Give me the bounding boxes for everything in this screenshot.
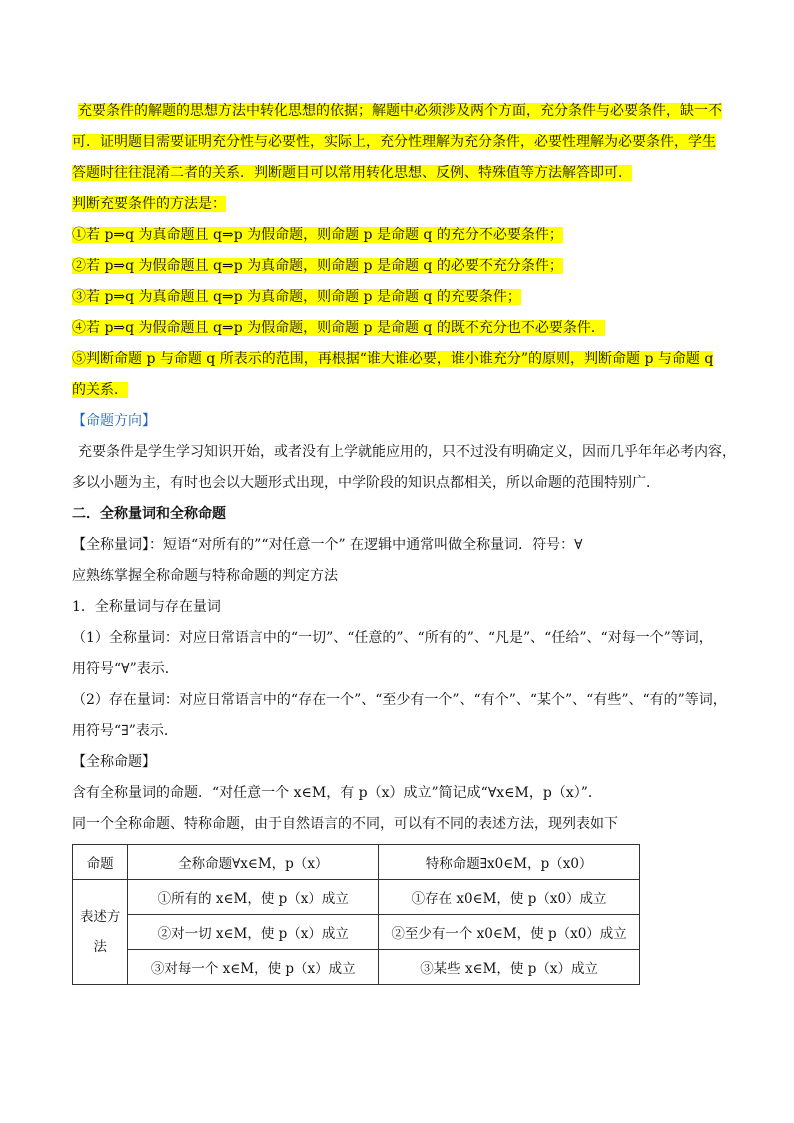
paragraph-text: 同一个全称命题、特称命题，由于自然语言的不同，可以有不同的表述方法，现列表如下: [72, 816, 618, 832]
paragraph-line: [72, 375, 730, 406]
table-header-cell: 命题: [73, 845, 128, 880]
table-row-label: [73, 880, 128, 985]
paragraph-line: [72, 344, 730, 375]
table-row: [73, 915, 640, 950]
paragraph-text: 含有全称量词的命题．“对任意一个 x∈M，有 p（x）成立”简记成“∀x∈M，p（x）”．: [72, 785, 602, 801]
table-header-row: [73, 845, 640, 880]
table-cell: ①存在 x0∈M，使 p（x0）成立: [379, 880, 640, 915]
table-cell: ③对每一个 x∈M，使 p（x）成立: [128, 950, 379, 985]
quantifier-table: [72, 844, 640, 985]
document-page: [72, 96, 736, 985]
paragraph-text: （2）存在量词：对应日常语言中的“存在一个”、“至少有一个”、“有个”、“某个”、“有些”、“有的”等词，: [72, 692, 727, 708]
paragraph-text: 答题时往往混淆二者的关系．判断题目可以常用转化思想、反例、特殊值等方法解答即可．: [72, 165, 632, 181]
paragraph-line: [72, 623, 730, 654]
paragraph-line: [72, 468, 730, 499]
paragraph-text: ④若 p⇒q 为假命题且 q⇒p 为假命题，则命题 p 是命题 q 的既不充分也不必要条件．: [72, 320, 605, 336]
paragraph-text: ③若 p⇒q 为真命题且 q⇒p 为真命题，则命题 p 是命题 q 的充要条件；: [72, 289, 521, 305]
paragraph-line: [72, 158, 730, 189]
row-label-text: 表述方 法: [79, 909, 121, 955]
paragraph-list: [72, 96, 736, 840]
paragraph-line: [72, 561, 730, 592]
paragraph-line: [72, 530, 730, 561]
paragraph-line: [72, 778, 730, 809]
paragraph-line: [72, 220, 730, 251]
paragraph-text: 二．全称量词和全称命题: [72, 506, 226, 522]
paragraph-text: 多以小题为主，有时也会以大题形式出现，中学阶段的知识点都相关，所以命题的范围特别广．: [72, 475, 660, 491]
paragraph-line: [72, 189, 730, 220]
table-row: [73, 950, 640, 985]
paragraph-text: 判断充要条件的方法是：: [72, 196, 226, 212]
table-cell: ③某些 x∈M，使 p（x）成立: [379, 950, 640, 985]
paragraph-text: ①若 p⇒q 为真命题且 q⇒p 为假命题，则命题 p 是命题 q 的充分不必要条件；: [72, 227, 563, 243]
paragraph-text: 可．证明题目需要证明充分性与必要性，实际上，充分性理解为充分条件，必要性理解为必要条件，学生: [72, 134, 716, 150]
paragraph-line: [72, 406, 730, 437]
paragraph-line: [72, 127, 730, 158]
paragraph-line: [72, 809, 730, 840]
paragraph-line: [72, 96, 730, 127]
paragraph-text: 充要条件是学生学习知识开始，或者没有上学就能应用的，只不过没有明确定义，因而几乎年年必考内容，: [78, 444, 736, 460]
table-cell: ②至少有一个 x0∈M，使 p（x0）成立: [379, 915, 640, 950]
paragraph-line: [72, 592, 730, 623]
paragraph-line: [72, 313, 730, 344]
table-cell: ②对一切 x∈M，使 p（x）成立: [128, 915, 379, 950]
table-header-cell: 全称命题∀x∈M，p（x）: [128, 845, 379, 880]
paragraph-text: （1）全称量词：对应日常语言中的“一切”、“任意的”、“所有的”、“凡是”、“任给”、“对每一个”等词，: [72, 630, 713, 646]
paragraph-line: [72, 437, 736, 468]
table-header-cell: 特称命题∃x0∈M，p（x0）: [379, 845, 640, 880]
paragraph-text: 用符号“∀”表示．: [72, 661, 179, 677]
paragraph-text: 1．全称量词与存在量词: [72, 599, 221, 615]
paragraph-line: [72, 282, 730, 313]
paragraph-line: [72, 716, 730, 747]
paragraph-text: 【命题方向】: [72, 413, 156, 429]
paragraph-line: [72, 499, 730, 530]
paragraph-text: 用符号“∃”表示．: [72, 723, 178, 739]
paragraph-text: 【全称量词】：短语“对所有的”“对任意一个” 在逻辑中通常叫做全称量词．符号：∀: [72, 537, 583, 553]
paragraph-text: 应熟练掌握全称命题与特称命题的判定方法: [72, 568, 338, 584]
paragraph-text: ⑤判断命题 p 与命题 q 所表示的范围，再根据“谁大谁必要，谁小谁充分”的原则，判断命题 p 与命题 q: [72, 351, 714, 367]
paragraph-text: 充要条件的解题的思想方法中转化思想的依据；解题中必须涉及两个方面，充分条件与必要条件，缺一不: [78, 103, 722, 119]
paragraph-text: 【全称命题】: [72, 754, 156, 770]
paragraph-line: [72, 251, 730, 282]
paragraph-line: [72, 747, 730, 778]
paragraph-text: 的关系．: [72, 382, 128, 398]
paragraph-line: [72, 685, 730, 716]
table-cell: ①所有的 x∈M，使 p（x）成立: [128, 880, 379, 915]
paragraph-line: [72, 654, 730, 685]
table-row: [73, 880, 640, 915]
paragraph-text: ②若 p⇒q 为假命题且 q⇒p 为真命题，则命题 p 是命题 q 的必要不充分条件；: [72, 258, 563, 274]
